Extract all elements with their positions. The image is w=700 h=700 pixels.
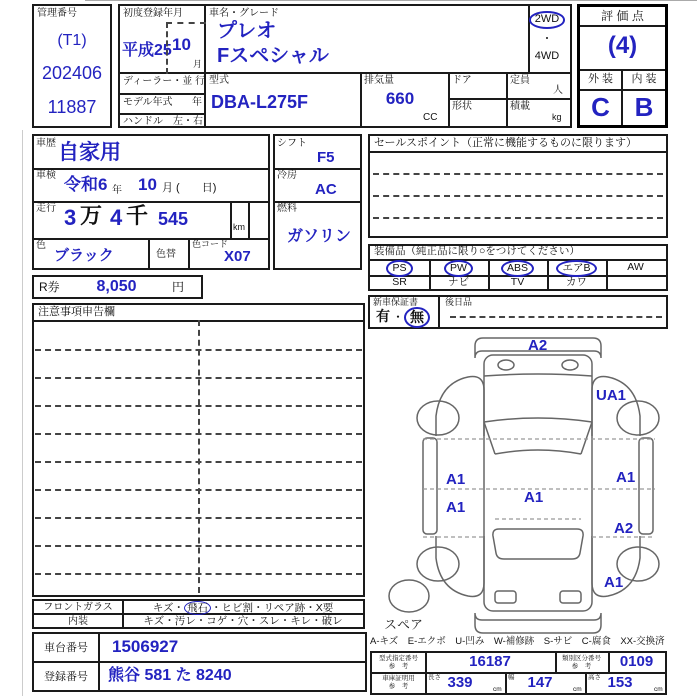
divider [120,113,204,115]
damage-labels [446,337,635,591]
rating-box [577,4,668,128]
inspection-year-suffix: 年 [112,185,122,196]
rocker-left [423,438,437,534]
equipment-leather: カワ [566,276,587,288]
reference-table [370,651,667,695]
equipment-sr: SR [392,276,407,288]
washer-left [498,360,514,370]
windshield-flying-stone-circle: 飛石 [184,601,211,615]
page-edge-line-left [22,130,23,696]
equipment-airbag-circle: エアB [556,260,596,277]
shape-label: 形状 [452,101,472,112]
divider [34,661,365,663]
garage-certificate-label: 車庫証明用 [382,675,415,682]
dashed-writing-line [35,461,362,463]
inspection-era-year: 令和6 [64,175,108,194]
damage-left-door-b: A1 [446,499,466,516]
dashed-writing-line [35,573,362,575]
displacement-label: 排気量 [364,75,394,86]
divider [188,238,190,268]
divider [370,151,666,153]
management-number-line1: (T1) [57,32,87,49]
equipment-pw [429,260,488,277]
windshield [484,422,592,454]
divider [248,201,250,238]
dashed-writing-line [35,405,362,407]
length-unit: cm [493,686,502,693]
color-code-value: X07 [224,248,251,265]
mileage-digit-sen: 4 [110,205,123,230]
cooling-label: 冷房 [277,170,297,181]
windshield-items-post: ・ヒビ割・リペア跡・X要 [211,602,334,614]
color-code-label: 色コード [192,239,229,249]
equipment-ps-circle: PS [386,260,412,277]
dashed-writing-line [373,195,663,197]
damage-right-quarter: A2 [614,520,634,537]
rating-title: 評 価 点 [601,9,644,23]
hood-bottom [484,418,592,422]
displacement-unit: CC [423,112,438,123]
mileage-digit-man: 3 [64,205,77,230]
dashed-writing-line [35,545,362,547]
model-code-value: DBA-L275F [211,92,309,112]
tail-light-left [495,591,516,603]
exterior-grade: C [591,92,610,122]
mileage-unit-sen: 千 [126,203,149,228]
rating-score: (4) [607,32,638,59]
drive-4wd: 4WD [534,50,560,62]
page-edge-line-top [85,0,697,1]
model-year-suffix: 年 [192,97,202,108]
warranty-yes: 有 [376,308,390,324]
model-year-label: モデル年式 [123,97,173,108]
shift-box [273,134,362,270]
type-designation-value: 16187 [469,653,511,670]
first-registration-month: 10 [172,35,191,54]
height-value: 153 [607,674,633,691]
drive-2wd [524,11,570,29]
equipment-airbag [547,260,606,277]
width-label: 幅 [508,674,515,681]
hood-line [484,374,592,376]
damage-front-bumper: A2 [528,337,548,354]
warranty-no [404,307,430,328]
cooling-value: AC [315,181,337,198]
dashed-writing-line [450,316,662,318]
divider [580,89,665,91]
chassis-number-label: 車台番号 [44,642,88,654]
exterior-label: 外 装 [587,73,614,85]
length-label: 長さ [428,674,441,681]
history-value: 自家用 [58,141,121,164]
type-designation-ref-note: 参 考 [388,663,409,670]
vehicle-grade: Fスペシャル [217,45,329,67]
dashed-writing-line [373,217,663,219]
load-unit: kg [552,112,562,122]
registration-number-value: 熊谷 581 た 8240 [108,667,232,684]
class-number-label: 類別区分番号 [562,655,601,662]
warranty-no-circle: 無 [404,307,430,328]
equipment-abs-circle: ABS [501,260,534,277]
length-value: 339 [447,674,473,691]
warranty-box [368,295,668,329]
shift-label: シフト [277,138,307,149]
divider [34,238,268,240]
first-registration-era-year: 平成25 [122,42,172,59]
wheel-rear-right [617,547,659,581]
rear-bumper-shape [475,613,601,633]
rear-window [493,529,583,559]
registration-number-label: 登録番号 [44,671,88,683]
door-label: ドア [452,75,472,86]
recycle-ticket-label: R券 [39,280,60,294]
spare-tire-circle [389,580,429,612]
divider [204,72,570,74]
height-label: 高さ [588,674,601,681]
damage-right-rear-fender: A1 [604,574,624,591]
wheel-rear-left [417,547,459,581]
color-label: 色 [36,240,46,251]
width-unit: cm [573,686,582,693]
glass-interior-box [32,599,365,629]
color-change-label: 色替 [156,249,176,260]
first-registration-label: 初度登録年月 [123,8,183,19]
dashed-writing-line [35,517,362,519]
displacement-value: 660 [385,89,415,108]
tail-light-right [560,591,581,603]
divider [580,25,665,27]
warranty-label: 新車保証書 [373,297,419,307]
equipment-pw-circle: PW [444,260,473,277]
history-box [32,134,270,270]
rocker-right [639,438,653,534]
fuel-value: ガソリン [287,228,352,245]
damage-legend: A-キズ E-エクボ U-凹み W-補修跡 S-サビ C-腐食 XX-交換済 [370,636,665,647]
divider [448,98,570,100]
rear-fender-left [436,536,484,596]
car-damage-diagram [378,332,678,640]
divider [148,238,150,268]
inspection-month: 10 [138,175,157,194]
windshield-label: フロントガラス [43,602,113,613]
later-items-label: 後日品 [445,297,473,307]
shift-value: F5 [317,149,335,166]
mileage-km-unit: km [233,222,245,232]
equipment-tv: TV [510,276,525,288]
interior-grade: B [634,92,654,122]
width-value: 147 [527,674,553,691]
divider [34,168,268,170]
divider [438,297,440,327]
warranty-dot: ・ [392,310,405,324]
garage-certificate-ref-note: 参 考 [388,683,409,690]
mileage-rest: 545 [158,209,189,229]
capacity-label: 定員 [510,75,530,86]
name-grade-label: 車名・グレード [209,8,279,19]
equipment-box [368,244,668,291]
dashed-writing-line [35,433,362,435]
dashed-center-line [198,320,200,593]
divider [120,93,204,95]
damage-left-door-a: A1 [446,471,466,488]
front-fender-right [592,377,640,436]
mileage-label: 走行 [36,203,56,214]
inspection-tail: 月 ( 日) [162,182,217,194]
sales-point-title: セールスポイント（正常に機能するものに限ります） [374,137,638,149]
inspection-label: 車検 [36,170,56,181]
equipment-navi: ナビ [448,276,469,288]
load-label: 積載 [510,101,530,112]
capacity-unit: 人 [553,85,563,96]
handle-label: ハンドル 左・右 [123,116,203,127]
spare-tire-label: スペア [384,617,424,632]
mileage-unit-man: 万 [80,203,103,228]
damage-roof: A1 [524,489,544,506]
interior-label: 内 装 [631,73,657,85]
management-number-label: 管理番号 [37,8,77,19]
management-number-line2: 202406 [41,63,103,83]
drive-2wd-circle: 2WD [529,11,565,29]
notes-box [32,303,365,597]
vehicle-name: プレオ [217,20,277,42]
vehicle-header-box [118,4,572,128]
class-number-value: 0109 [619,653,654,670]
height-unit: cm [654,686,663,693]
management-number-box [32,4,112,128]
dashed-writing-line [373,173,663,175]
color-value: ブラック [54,247,114,264]
damage-right-door: A1 [616,469,636,486]
front-fender-left [436,377,484,436]
type-designation-label: 型式指定番号 [379,655,418,662]
divider [34,201,268,203]
model-code-label: 型式 [209,75,229,86]
equipment-ps [370,260,429,277]
equipment-title: 装備品（純正品に限り○をつけてください） [374,245,580,257]
first-registration-month-suffix: 月 [193,59,203,69]
recycle-ticket-unit: 円 [172,280,185,294]
sales-point-box [368,134,668,238]
notes-title: 注意事項申告欄 [38,306,115,318]
recycle-ticket-box [32,275,203,299]
washer-right [562,360,578,370]
equipment-aw: AW [627,261,644,273]
id-box [32,632,367,692]
dealer-parallel-label: ディーラー・並 行 [123,76,205,87]
windshield-items [124,601,362,615]
dashed-writing-line [35,489,362,491]
interior-condition-items: キズ・汚レ・コゲ・穴・スレ・キレ・破レ [143,615,343,627]
class-number-ref-note: 参 考 [571,663,592,670]
chassis-number-value: 1506927 [112,637,179,656]
dashed-writing-line [35,377,362,379]
history-label: 車歴 [36,138,56,149]
dashed-writing-line [35,349,362,351]
interior-condition-label: 内装 [68,616,88,627]
damage-right-front-fender: UA1 [596,387,627,404]
management-number-line3: 11887 [47,97,97,117]
fuel-label: 燃料 [277,203,297,214]
body-shape [484,355,592,611]
drive-dot: ・ [541,33,553,45]
windshield-items-pre: キズ・ [152,602,184,614]
recycle-ticket-value: 8,050 [96,278,137,295]
equipment-abs [488,260,547,277]
